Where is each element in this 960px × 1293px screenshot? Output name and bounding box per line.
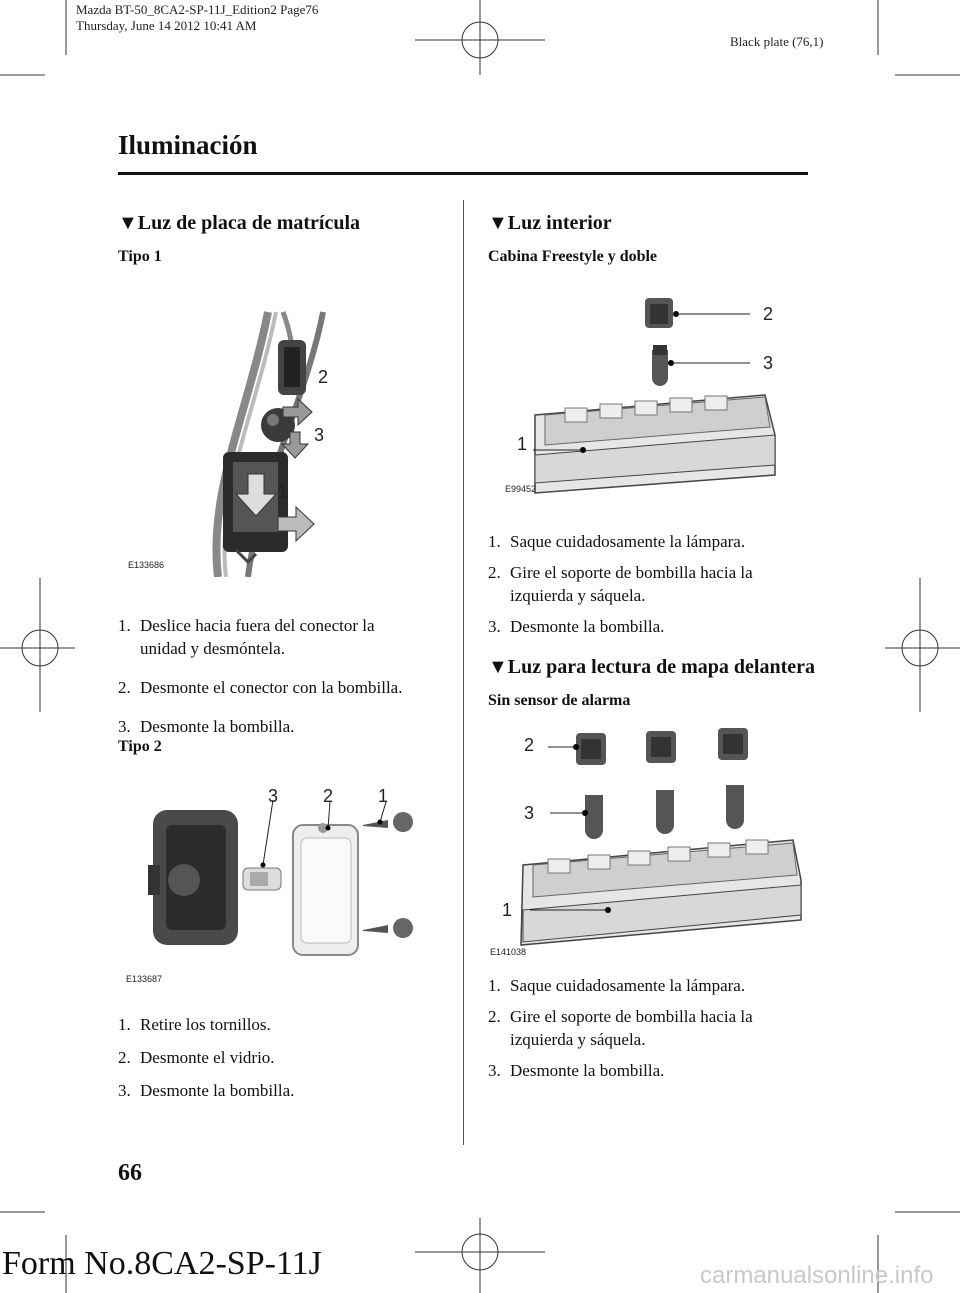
step-item: 2. Gire el soporte de bombilla hacia la izquierda y sáquela. <box>488 1007 753 1049</box>
callout-2: 2 <box>763 304 774 324</box>
header-plate: Black plate (76,1) <box>730 34 824 49</box>
form-number: Form No.8CA2-SP-11J <box>2 1245 322 1282</box>
figure-code: E133687 <box>126 974 163 984</box>
callout-3: 3 <box>314 425 325 445</box>
chapter-title: Iluminación <box>118 130 258 160</box>
step-item: 2. Desmonte el conector con la bombilla. <box>118 678 403 697</box>
callout-3: 3 <box>524 803 535 823</box>
figure-code: E141038 <box>490 947 527 957</box>
callout-3: 3 <box>268 786 279 806</box>
steps-interior <box>488 530 808 638</box>
subtitle-cabin: Cabina Freestyle y doble <box>488 248 658 265</box>
callout-1: 1 <box>517 434 528 454</box>
section-marker-icon: ▼ <box>118 212 138 234</box>
header-date-line: Thursday, June 14 2012 10:41 AM <box>76 18 257 33</box>
step-item: 3. Desmonte la bombilla. <box>118 717 295 736</box>
figure-license-plate-type1 <box>118 292 448 577</box>
figure-interior-light <box>505 290 810 500</box>
figure-code: E99452 <box>505 484 537 494</box>
column-divider <box>463 200 464 1145</box>
subtitle-type1: Tipo 1 <box>118 248 162 265</box>
step-item: 2. Gire el soporte de bombilla hacia la izquierda y sáquela. <box>488 563 753 605</box>
figure-license-plate-type2 <box>118 780 428 990</box>
figure-code: E133686 <box>128 560 165 570</box>
callout-1: 1 <box>278 482 289 502</box>
step-item: 1. Retire los tornillos. <box>118 1015 271 1034</box>
section-title-map-light: ▼Luz para lectura de mapa delantera <box>488 656 815 678</box>
chapter-rule <box>118 172 808 175</box>
steps-map <box>488 974 808 1082</box>
step-item: 3. Desmonte la bombilla. <box>488 617 665 636</box>
callout-2: 2 <box>323 786 334 806</box>
steps-type1 <box>118 614 448 738</box>
section-title-license-plate: ▼Luz de placa de matrícula <box>118 212 361 234</box>
step-item: 3. Desmonte la bombilla. <box>488 1061 665 1080</box>
step-item: 1. Saque cuidadosamente la lámpara. <box>488 976 746 995</box>
section-title-interior: ▼Luz interior <box>488 212 612 234</box>
step-item: 2. Desmonte el vidrio. <box>118 1048 275 1067</box>
callout-1: 1 <box>502 900 513 920</box>
steps-type2 <box>118 1013 448 1102</box>
figure-map-light <box>488 725 808 960</box>
step-item: 1. Deslice hacia fuera del conector la unidad y desmóntela. <box>118 616 375 658</box>
section-marker-icon: ▼ <box>488 656 508 678</box>
subtitle-type2: Tipo 2 <box>118 738 162 755</box>
callout-2: 2 <box>524 735 535 755</box>
step-item: 1. Saque cuidadosamente la lámpara. <box>488 532 746 551</box>
callout-3: 3 <box>763 353 774 373</box>
step-item: 3. Desmonte la bombilla. <box>118 1081 295 1100</box>
callout-1: 1 <box>378 786 389 806</box>
callout-2: 2 <box>318 367 329 387</box>
subtitle-no-alarm: Sin sensor de alarma <box>488 692 631 709</box>
section-marker-icon: ▼ <box>488 212 508 234</box>
page-number: 66 <box>118 1160 142 1186</box>
watermark: carmanualsonline.info <box>700 1262 934 1289</box>
header-file-line: Mazda BT-50_8CA2-SP-11J_Edition2 Page76 <box>76 2 319 17</box>
